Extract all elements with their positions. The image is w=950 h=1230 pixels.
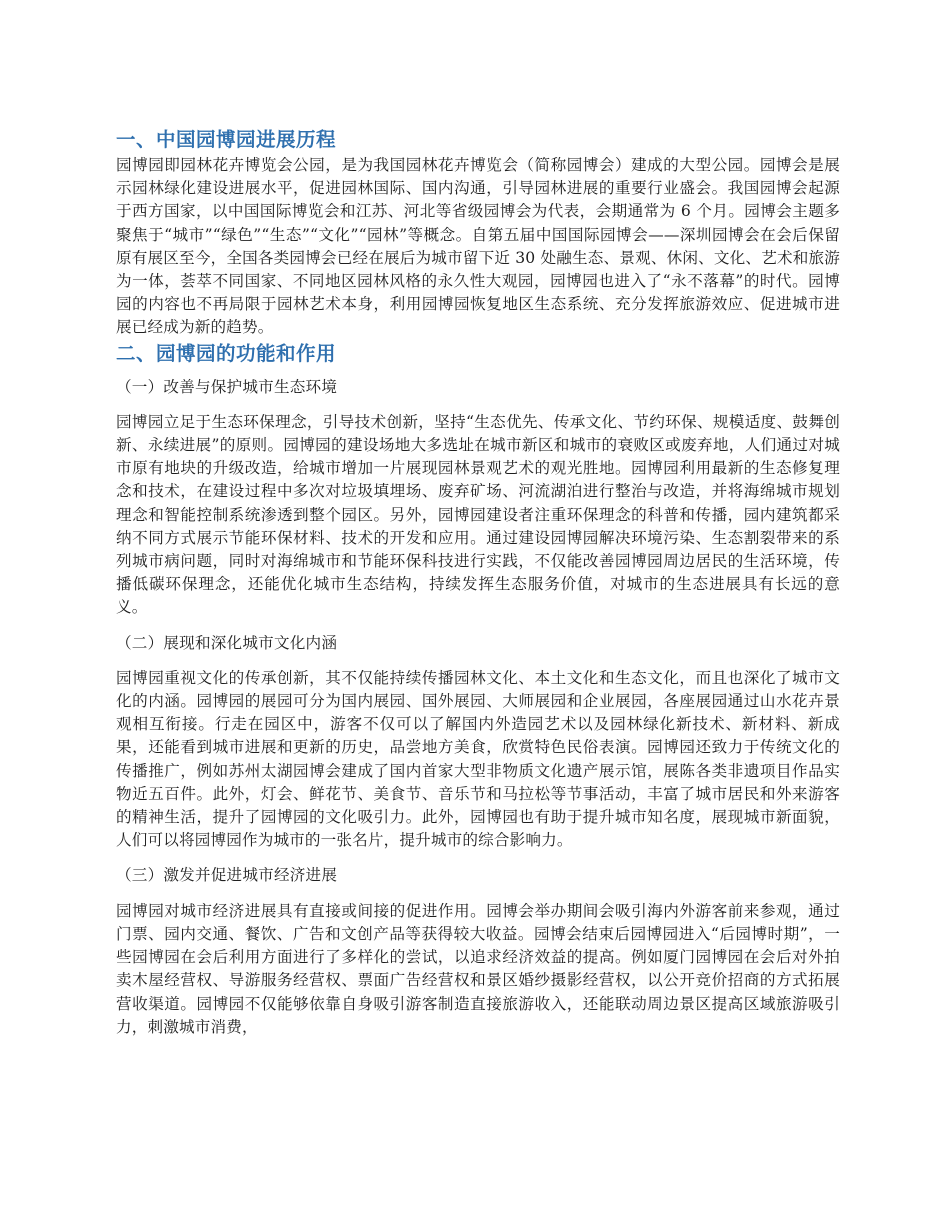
section-1-paragraph: 园博园即园林花卉博览会公园，是为我国园林花卉博览会（简称园博会）建成的大型公园。园博会是展示园林绿化建设进展水平，促进园林国际、国内沟通，引导园林进展的重要行业盛会。我国园博会起源于西方国家，以中国国际博览会和江苏、河北等省级园博会为代表，会期通常为 6 个月。园博会主题多聚焦于“城市”“绿色”“生态”“文化”“园林”等概念。自第五届中国国际园博会——深圳园博会在会后保留原有展区至今，全国各类园博会已经在展后为城市留下近 30 处融生态、景观、休闲、文化、艺术和旅游为一体，荟萃不同国家、不同地区园林风格的永久性大观园，园博园也进入了“永不落幕”的时代。园博园的内容也不再局限于园林艺术本身，利用园博园恢复地区生态系统、充分发挥旅游效应、促进城市进展已经成为新的趋势。 bbox=[116, 156, 840, 337]
subsection-1-heading: （一）改善与保护城市生态环境 bbox=[116, 377, 338, 396]
section-2-heading: 二、园博园的功能和作用 bbox=[116, 341, 337, 365]
subsection-1-paragraph: 园博园立足于生态环保理念，引导技术创新，坚持“生态优先、传承文化、节约环保、规模适度、鼓舞创新、永续进展”的原则。园博园的建设场地大多选址在城市新区和城市的衰败区或废弃地，人们通过对城市原有地块的升级改造，给城市增加一片展现园林景观艺术的观光胜地。园博园利用最新的生态修复理念和技术，在建设过程中多次对垃圾填埋场、废弃矿场、河流湖泊进行整治与改造，并将海绵城市规划理念和智能控制系统渗透到整个园区。另外，园博园建设者注重环保理念的科普和传播，园内建筑都采纳不同方式展示节能环保材料、技术的开发和应用。通过建设园博园解决环境污染、生态割裂带来的系列城市病问题，同时对海绵城市和节能环保科技进行实践，不仅能改善园博园周边居民的生活环境，传播低碳环保理念，还能优化城市生态结构，持续发挥生态服务价值，对城市的生态进展具有长远的意义。 bbox=[116, 412, 840, 617]
document-page bbox=[116, 126, 840, 1039]
subsection-2-heading: （二）展现和深化城市文化内涵 bbox=[116, 633, 338, 652]
subsection-3-heading: （三）激发并促进城市经济进展 bbox=[116, 866, 338, 885]
subsection-3-paragraph: 园博园对城市经济进展具有直接或间接的促进作用。园博会举办期间会吸引海内外游客前来参观，通过门票、园内交通、餐饮、广告和文创产品等获得较大收益。园博会结束后园博园进入“后园博时期”，一些园博园在会后利用方面进行了多样化的尝试，以追求经济效益的提高。例如厦门园博园在会后对外拍卖木屋经营权、导游服务经营权、票面广告经营权和景区婚纱摄影经营权，以公开竞价招商的方式拓展营收渠道。园博园不仅能够依靠自身吸引游客制造直接旅游收入，还能联动周边景区提高区域旅游吸引力，刺激城市消费， bbox=[116, 901, 840, 1036]
subsection-2-paragraph: 园博园重视文化的传承创新，其不仅能持续传播园林文化、本土文化和生态文化，而且也深化了城市文化的内涵。园博园的展园可分为国内展园、国外展园、大师展园和企业展园，各座展园通过山水花卉景观相互衔接。行走在园区中，游客不仅可以了解国内外造园艺术以及园林绿化新技术、新材料、新成果，还能看到城市进展和更新的历史，品尝地方美食，欣赏特色民俗表演。园博园还致力于传统文化的传播推广，例如苏州太湖园博会建成了国内首家大型非物质文化遗产展示馆，展陈各类非遗项目作品实物近五百件。此外，灯会、鲜花节、美食节、音乐节和马拉松等节事活动，丰富了城市居民和外来游客的精神生活，提升了园博园的文化吸引力。此外，园博园也有助于提升城市知名度，展现城市新面貌，人们可以将园博园作为城市的一张名片，提升城市的综合影响力。 bbox=[116, 668, 840, 850]
section-1-heading: 一、中国园博园进展历程 bbox=[116, 128, 337, 151]
